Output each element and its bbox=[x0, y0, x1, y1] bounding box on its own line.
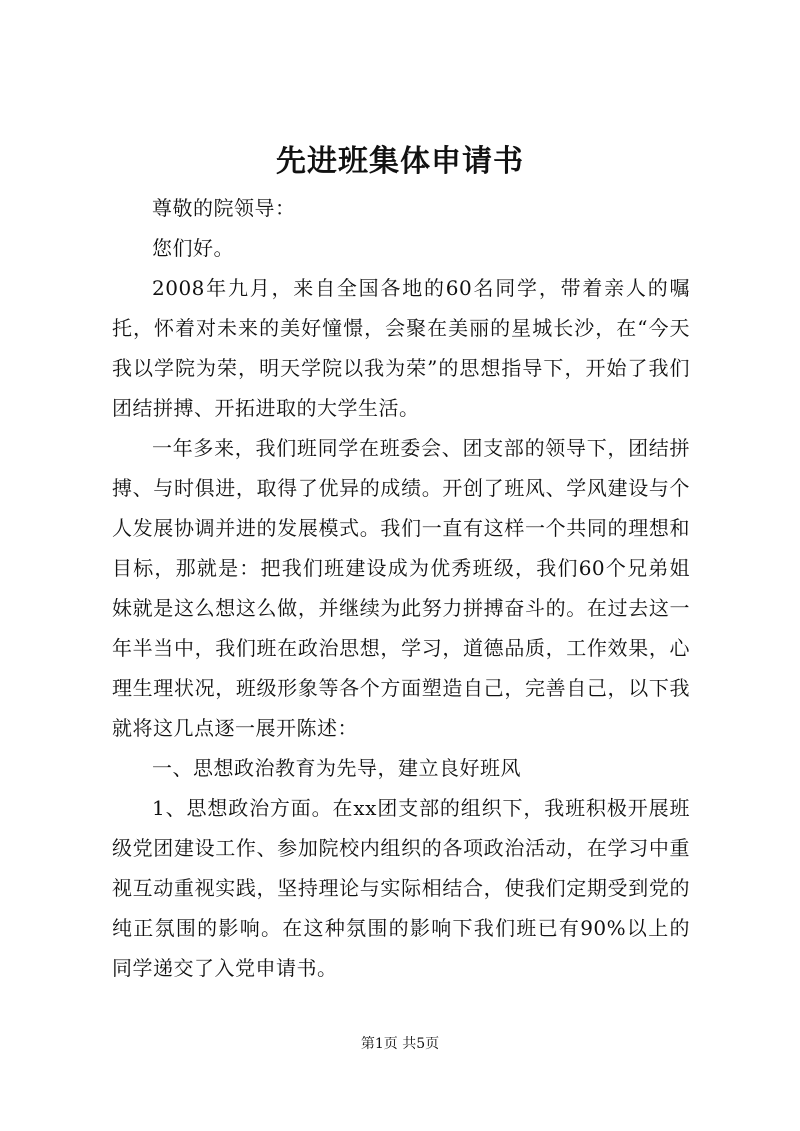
document-title: 先进班集体申请书 bbox=[276, 144, 524, 179]
paragraph-intro: 2008年九月，来自全国各地的60名同学，带着亲人的嘱托，怀着对未来的美好憧憬，会聚在美丽的星城长沙，在“今天我以学院为荣，明天学院以我为荣”的思想指导下，开始了我们团结拼搏、开拓进取的大学生活。 bbox=[112, 276, 690, 420]
paragraph-overview: 一年多来，我们班同学在班委会、团支部的领导下，团结拼搏、与时俱进，取得了优异的成绩。开创了班风、学风建设与个人发展协调并进的发展模式。我们一直有这样一个共同的理想和目标，那就是：把我们班建设成为优秀班级，我们60个兄弟姐妹就是这么想这么做，并继续为此努力拼搏奋斗的。在过去这一年半当中，我们班在政治思想，学习，道德品质，工作效果，心理生理状况，班级形象等各个方面塑造自己，完善自己，以下我就将这几点逐一展开陈述： bbox=[112, 436, 690, 740]
document-body bbox=[112, 188, 690, 988]
paragraph-politics: 1、思想政治方面。在xx团支部的组织下，我班积极开展班级党团建设工作、参加院校内组织的各项政治活动，在学习中重视互动重视实践，坚持理论与实际相结合，使我们定期受到党的纯正氛围的影响。在这种氛围的影响下我们班已有90%以上的同学递交了入党申请书。 bbox=[112, 796, 690, 980]
salutation: 尊敬的院领导： bbox=[152, 196, 296, 220]
greeting: 您们好。 bbox=[152, 236, 234, 260]
page-footer: 第1页 共5页 bbox=[360, 1036, 440, 1052]
section-heading-1: 一、思想政治教育为先导，建立良好班风 bbox=[152, 756, 521, 780]
